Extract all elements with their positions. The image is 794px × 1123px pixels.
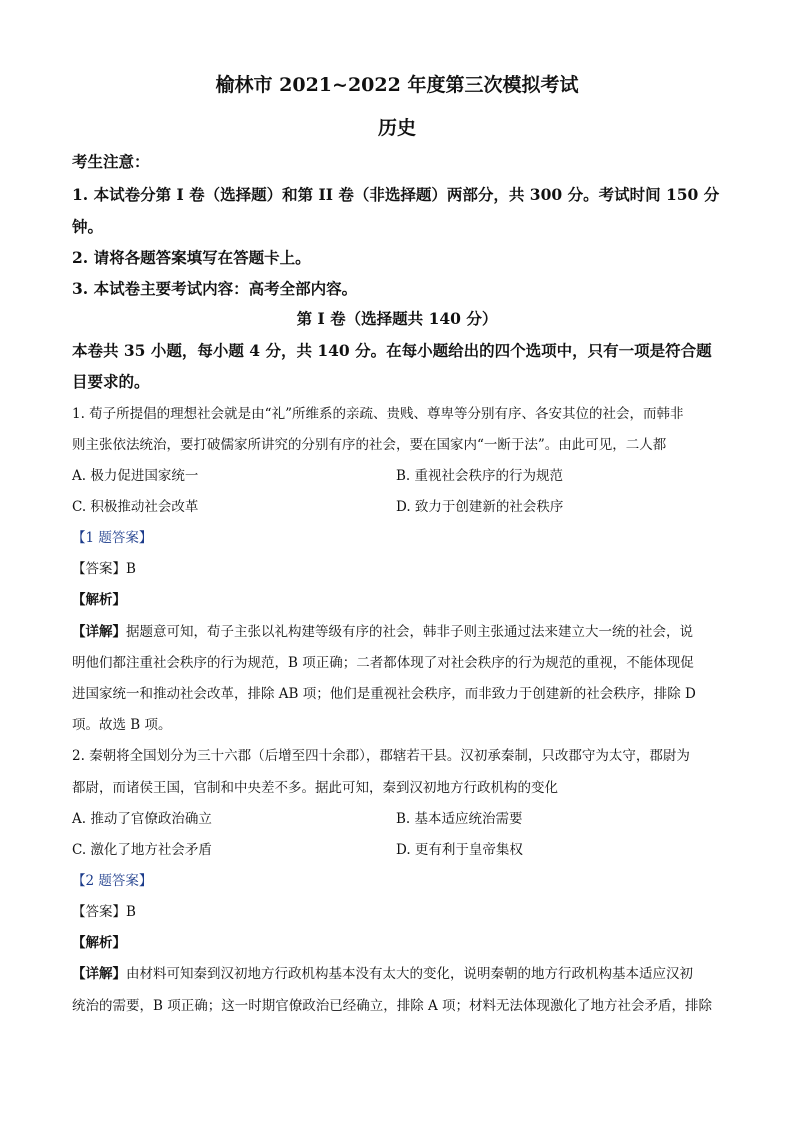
section-title: 第 I 卷（选择题共 140 分） bbox=[296, 309, 498, 328]
q2-answer: 【答案】B bbox=[72, 904, 136, 920]
q1-option-b: B. 重视社会秩序的行为规范 bbox=[396, 468, 564, 484]
notice-item-3: 3. 本试卷主要考试内容：高考全部内容。 bbox=[72, 279, 358, 298]
q1-detail-line-4: 项。故选 B 项。 bbox=[72, 717, 172, 733]
q2-option-b: B. 基本适应统治需要 bbox=[396, 811, 523, 827]
q1-option-d: D. 致力于创建新的社会秩序 bbox=[396, 499, 564, 515]
q1-detail-line-3: 进国家统一和推动社会改革，排除 AB 项；他们是重视社会秩序，而非致力于创建新的社会秩序，排除 D bbox=[72, 686, 696, 702]
q2-detail-label: 【详解】 bbox=[72, 966, 126, 982]
q2-option-d: D. 更有利于皇帝集权 bbox=[396, 842, 523, 858]
q1-detail-line-2: 明他们都注重社会秩序的行为规范，B 项正确；二者都体现了对社会秩序的行为规范的重视，不能体现促 bbox=[72, 655, 694, 671]
q2-stem: 2. 秦朝将全国划分为三十六郡（后增至四十余郡），郡辖若干县。汉初承秦制，只改郡守为太守，郡尉为 bbox=[72, 748, 690, 764]
q1-detail-text: 据题意可知，荀子主张以礼构建等级有序的社会，韩非子则主张通过法来建立大一统的社会，说 bbox=[126, 624, 693, 640]
q2-detail bbox=[72, 962, 693, 982]
q2-detail-text: 由材料可知秦到汉初地方行政机构基本没有太大的变化，说明秦朝的地方行政机构基本适应汉初 bbox=[126, 966, 693, 982]
q2-option-c: C. 激化了地方社会矛盾 bbox=[72, 842, 212, 858]
q2-analysis-label: 【解析】 bbox=[72, 935, 126, 951]
q1-option-a: A. 极力促进国家统一 bbox=[72, 468, 199, 484]
section-intro-cont: 目要求的。 bbox=[72, 372, 150, 391]
notice-item-1-cont: 钟。 bbox=[72, 217, 104, 236]
exam-title: 榆林市 2021~2022 年度第三次模拟考试 bbox=[215, 74, 579, 96]
q1-option-c: C. 积极推动社会改革 bbox=[72, 499, 199, 515]
subject-title: 历史 bbox=[377, 117, 416, 139]
section-intro: 本卷共 35 小题，每小题 4 分，共 140 分。在每小题给出的四个选项中，只有一项是符合题 bbox=[72, 341, 712, 360]
q1-stem: 1. 荀子所提倡的理想社会就是由“礼”所维系的亲疏、贵贱、尊卑等分别有序、各安其位的社会，而韩非 bbox=[72, 406, 684, 422]
notice-item-2: 2. 请将各题答案填写在答题卡上。 bbox=[72, 248, 311, 267]
q2-stem-cont: 都尉，而诸侯王国，官制和中央差不多。据此可知，秦到汉初地方行政机构的变化 bbox=[72, 780, 558, 796]
q1-detail-label: 【详解】 bbox=[72, 624, 126, 640]
notice-item-1: 1. 本试卷分第 I 卷（选择题）和第 II 卷（非选择题）两部分，共 300 分。考试时间 150 分 bbox=[72, 185, 720, 204]
q2-option-a: A. 推动了官僚政治确立 bbox=[72, 811, 212, 827]
q2-detail-line-2: 统治的需要，B 项正确；这一时期官僚政治已经确立，排除 A 项；材料无法体现激化了地方社会矛盾，排除 bbox=[72, 998, 713, 1014]
q1-detail bbox=[72, 620, 693, 640]
q2-answer-tag: 【2 题答案】 bbox=[72, 873, 153, 889]
q1-answer-tag: 【1 题答案】 bbox=[72, 530, 153, 546]
notice-heading: 考生注意： bbox=[72, 152, 150, 171]
q1-stem-cont: 则主张依法统治，要打破儒家所讲究的分别有序的社会，要在国家内“一断于法”。由此可见，二人都 bbox=[72, 437, 667, 453]
q1-analysis-label: 【解析】 bbox=[72, 592, 126, 608]
q1-answer: 【答案】B bbox=[72, 561, 136, 577]
